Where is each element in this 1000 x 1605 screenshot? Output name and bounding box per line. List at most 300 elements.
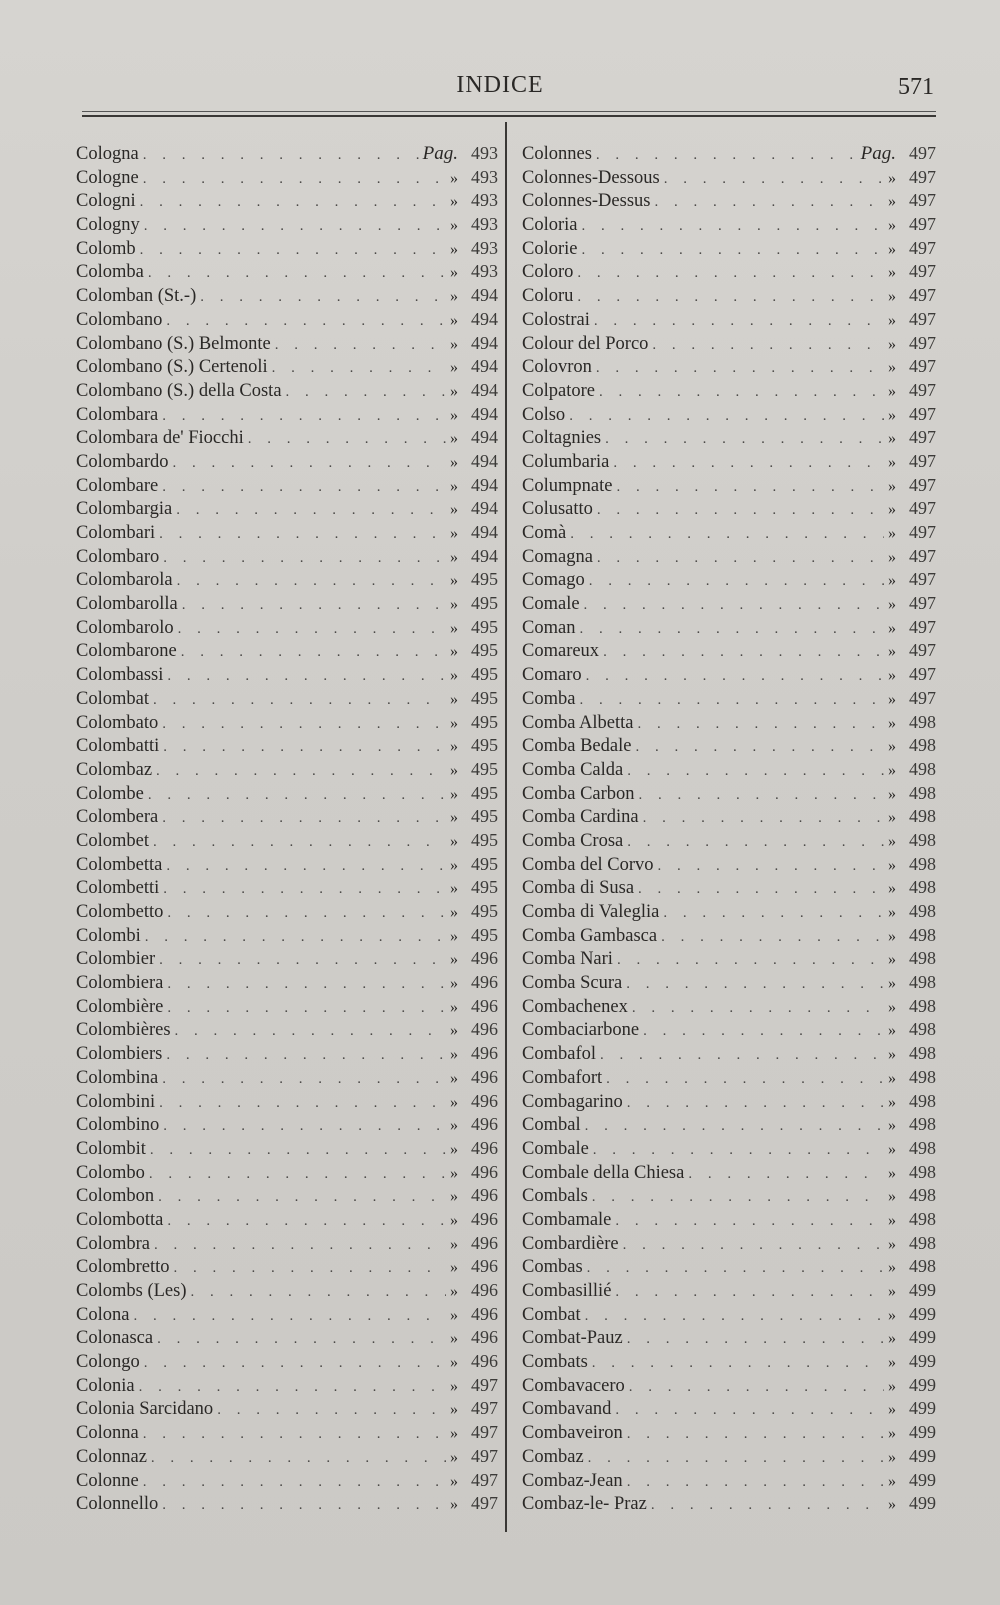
dot-leader <box>182 594 446 618</box>
entry-page-number: 495 <box>471 782 498 803</box>
ditto-mark: » <box>450 1188 458 1206</box>
entry-page-number: 498 <box>909 1137 936 1158</box>
entry-term: Colombarolo <box>76 617 174 638</box>
entry-term: Comba Bedale <box>522 736 632 757</box>
ditto-mark: » <box>450 643 458 661</box>
entry-term: Colombetti <box>76 878 160 899</box>
entry-page-number: 494 <box>471 356 498 377</box>
ditto-mark: » <box>450 596 458 614</box>
dot-leader <box>162 476 446 500</box>
entry-page-number: 499 <box>909 1327 936 1348</box>
entry-term: Colombi <box>76 925 141 946</box>
dot-leader <box>162 713 446 737</box>
entry-term: Comba di Valeglia <box>522 902 660 922</box>
ditto-mark: » <box>450 193 458 211</box>
entry-page-number: 495 <box>471 924 498 945</box>
entry-term: Colombara <box>76 404 159 425</box>
index-entry <box>522 616 936 640</box>
entry-term: Colombaro <box>76 546 160 567</box>
dot-leader <box>145 926 446 950</box>
dot-leader <box>592 1186 884 1210</box>
entry-page-number: 497 <box>471 1469 498 1490</box>
index-entry <box>76 592 498 616</box>
dot-leader <box>569 405 884 429</box>
index-entry <box>522 663 936 687</box>
dot-leader <box>167 997 446 1021</box>
entry-page-number: 496 <box>471 1043 498 1064</box>
entry-page-number: 494 <box>471 498 498 519</box>
index-entry <box>522 639 936 663</box>
index-entry <box>76 829 498 853</box>
entry-page-number: 498 <box>909 1256 936 1277</box>
entry-page-number: 495 <box>471 711 498 732</box>
entry-term: Columpnate <box>522 475 613 496</box>
index-entry <box>76 805 498 829</box>
ditto-mark: » <box>450 1496 458 1514</box>
entry-term: Combardière <box>522 1233 619 1254</box>
entry-page-number: 498 <box>909 1185 936 1206</box>
entry-page-number: 493 <box>471 261 498 282</box>
ditto-mark: » <box>450 264 458 282</box>
index-entry <box>522 1279 936 1303</box>
ditto-mark: » <box>450 406 458 424</box>
index-entry <box>522 1469 936 1493</box>
entry-page-number: 497 <box>909 403 936 424</box>
dot-leader <box>143 1423 446 1447</box>
ditto-mark: » <box>450 667 458 685</box>
ditto-mark: » <box>888 998 896 1016</box>
dot-leader <box>638 713 885 737</box>
entry-term: Colombon <box>76 1186 155 1207</box>
index-entry <box>522 1090 936 1114</box>
ditto-mark: » <box>450 382 458 400</box>
ditto-mark: » <box>450 525 458 542</box>
entry-page-number: 497 <box>909 308 936 329</box>
dot-leader <box>617 949 884 973</box>
ditto-mark: » <box>450 714 458 732</box>
dot-leader <box>623 1234 884 1258</box>
dot-leader <box>181 641 446 665</box>
dot-leader <box>661 926 884 950</box>
entry-page-number: 499 <box>909 1280 936 1300</box>
ditto-mark: » <box>450 951 458 969</box>
entry-page-number: 499 <box>909 1445 936 1466</box>
entry-term: Combaciarbone <box>522 1020 640 1041</box>
index-entry <box>76 355 498 379</box>
ditto-mark: » <box>450 1425 458 1443</box>
ditto-mark: » <box>888 1069 896 1087</box>
entry-page-number: 496 <box>471 1280 498 1300</box>
dot-leader <box>248 428 446 452</box>
entry-page-number: 496 <box>471 948 498 969</box>
ditto-mark: » <box>888 1306 896 1324</box>
index-entry <box>76 1445 498 1469</box>
ditto-mark: » <box>450 1117 458 1135</box>
dot-leader <box>593 1139 884 1163</box>
entry-page-number: 498 <box>909 1114 936 1135</box>
entry-page-number: 498 <box>909 1161 936 1182</box>
entry-term: Colonnes-Dessus <box>522 191 651 212</box>
entry-term: Combat <box>522 1304 581 1325</box>
ditto-mark: » <box>450 1046 458 1064</box>
index-entry <box>522 284 936 308</box>
ditto-mark: » <box>888 643 896 661</box>
index-entry <box>76 616 498 640</box>
entry-term: Colombet <box>76 830 149 851</box>
ditto-mark: » <box>888 880 896 898</box>
entry-term: Colonnes <box>522 144 592 164</box>
entry-page-number: 498 <box>909 877 936 898</box>
dot-leader <box>162 807 446 831</box>
entry-term: Colombarolla <box>76 594 178 615</box>
entry-term: Colour del Porco <box>522 333 649 354</box>
entry-term: Comba Nari <box>522 949 613 970</box>
entry-page-number: 494 <box>471 285 498 306</box>
entry-term: Colombières <box>76 1020 171 1041</box>
dot-leader <box>159 1092 446 1116</box>
entry-term: Colonia <box>76 1375 135 1396</box>
dot-leader <box>167 902 446 926</box>
dot-leader <box>154 1234 446 1258</box>
index-entry <box>522 355 936 379</box>
dot-leader <box>597 547 884 571</box>
index-entry <box>76 1350 498 1374</box>
entry-term: Comba Cardina <box>522 807 639 828</box>
ditto-mark: » <box>450 738 458 756</box>
index-entry <box>76 213 498 237</box>
entry-page-number: 497 <box>909 237 936 258</box>
dot-leader <box>638 878 884 902</box>
dot-leader <box>163 736 446 760</box>
entry-page-number: 496 <box>471 1232 498 1253</box>
entry-page-number: 493 <box>471 237 498 258</box>
entry-page-number: 498 <box>909 1019 936 1040</box>
ditto-mark: » <box>450 430 458 448</box>
index-entry <box>522 521 936 545</box>
dot-leader <box>163 878 446 902</box>
page-label: Pag. <box>422 143 458 164</box>
entry-term: Colombier <box>76 949 156 970</box>
ditto-mark: » <box>888 406 896 424</box>
ditto-mark: » <box>450 1306 458 1324</box>
entry-page-number: 494 <box>471 379 498 400</box>
ditto-mark: » <box>450 477 458 495</box>
entry-page-number: 494 <box>471 522 498 542</box>
index-entry <box>76 947 498 971</box>
ditto-mark: » <box>450 1022 458 1040</box>
dot-leader <box>585 1305 884 1329</box>
entry-page-number: 497 <box>909 545 936 566</box>
entry-term: Comà <box>522 523 567 543</box>
entry-page-number: 498 <box>909 1043 936 1064</box>
dot-leader <box>584 594 884 618</box>
ditto-mark: » <box>888 1140 896 1158</box>
entry-page-number: 496 <box>471 1161 498 1182</box>
dot-leader <box>162 1068 446 1092</box>
dot-leader <box>148 262 446 286</box>
dot-leader <box>140 191 446 215</box>
entry-term: Colpatore <box>522 380 595 401</box>
ditto-mark: » <box>450 1448 458 1466</box>
dot-leader <box>286 381 446 405</box>
ditto-mark: » <box>888 193 896 211</box>
dot-leader <box>272 357 446 381</box>
dot-leader <box>594 310 884 334</box>
index-entry <box>76 734 498 758</box>
entry-term: Colombra <box>76 1233 150 1254</box>
ditto-mark: » <box>888 1022 896 1040</box>
entry-page-number: 495 <box>471 640 498 661</box>
entry-term: Colombato <box>76 712 159 733</box>
entry-term: Colombière <box>76 996 164 1017</box>
index-entry <box>522 1066 936 1090</box>
entry-term: Colombassi <box>76 665 164 686</box>
dot-leader <box>629 1376 884 1400</box>
index-entry <box>76 1137 498 1161</box>
dot-leader <box>597 499 884 523</box>
index-entry <box>76 900 498 924</box>
entry-page-number: 495 <box>471 901 498 921</box>
index-entry <box>522 1397 936 1421</box>
index-entry <box>522 545 936 569</box>
ditto-mark: » <box>888 430 896 448</box>
ditto-mark: » <box>888 1496 896 1514</box>
dot-leader <box>143 144 419 168</box>
dot-leader <box>577 286 884 310</box>
ditto-mark: » <box>888 477 896 495</box>
dot-leader <box>615 1281 884 1305</box>
entry-page-number: 498 <box>909 995 936 1016</box>
page-title: INDICE <box>456 72 544 98</box>
entry-term: Colombs (Les) <box>76 1281 187 1301</box>
index-entry <box>522 1350 936 1374</box>
entry-term: Colomban (St.-) <box>76 286 197 307</box>
index-entry <box>76 758 498 782</box>
index-entry <box>522 805 936 829</box>
entry-term: Comagna <box>522 546 593 567</box>
index-entry <box>76 687 498 711</box>
ditto-mark: » <box>450 1330 458 1348</box>
index-entry <box>522 1018 936 1042</box>
index-column-left <box>76 142 498 1516</box>
dot-leader <box>586 665 884 689</box>
dot-leader <box>162 405 446 429</box>
ditto-mark: » <box>888 359 896 377</box>
entry-page-number: 498 <box>909 806 936 827</box>
entry-term: Colombarola <box>76 570 173 591</box>
ditto-mark: » <box>450 904 458 921</box>
ditto-mark: » <box>450 548 458 566</box>
entry-term: Colombino <box>76 1115 160 1136</box>
dot-leader <box>139 1376 446 1400</box>
entry-page-number: 498 <box>909 972 936 993</box>
dot-leader <box>626 973 884 997</box>
dot-leader <box>632 997 884 1021</box>
index-entry <box>76 426 498 450</box>
entry-term: Combasillié <box>522 1281 612 1301</box>
ditto-mark: » <box>888 1211 896 1229</box>
index-entry <box>76 1279 498 1303</box>
ditto-mark: » <box>450 288 458 306</box>
entry-term: Comba Carbon <box>522 783 635 804</box>
ditto-mark: » <box>450 1401 458 1419</box>
dot-leader <box>582 239 885 263</box>
index-entry <box>522 829 936 853</box>
entry-page-number: 496 <box>471 1208 498 1229</box>
entry-term: Combavacero <box>522 1375 625 1396</box>
dot-leader <box>176 499 446 523</box>
entry-term: Combal <box>522 1115 581 1136</box>
entry-page-number: 497 <box>909 474 936 495</box>
entry-page-number: 495 <box>471 877 498 898</box>
entry-page-number: 494 <box>471 308 498 329</box>
index-entry <box>522 971 936 995</box>
entry-page-number: 496 <box>471 995 498 1016</box>
dot-leader <box>603 641 884 665</box>
index-entry <box>522 876 936 900</box>
entry-term: Colombretto <box>76 1257 170 1278</box>
index-entry <box>522 995 936 1019</box>
entry-page-number: 498 <box>909 1232 936 1253</box>
entry-term: Comareux <box>522 641 600 662</box>
index-entry <box>76 876 498 900</box>
index-entry <box>522 403 936 427</box>
dot-leader <box>639 784 884 808</box>
index-entry <box>522 142 936 166</box>
index-entry <box>522 1421 936 1445</box>
dot-leader <box>178 618 446 642</box>
entry-page-number: 496 <box>471 1090 498 1111</box>
ditto-mark: » <box>888 738 896 756</box>
entry-page-number: 498 <box>909 711 936 732</box>
ditto-mark: » <box>888 501 896 519</box>
entry-term: Comba Albetta <box>522 712 634 733</box>
entry-term: Colonnaz <box>76 1446 147 1467</box>
entry-page-number: 497 <box>909 640 936 661</box>
ditto-mark: » <box>450 359 458 377</box>
entry-page-number: 497 <box>909 166 936 187</box>
entry-page-number: 496 <box>471 1303 498 1324</box>
index-entry <box>76 1255 498 1279</box>
entry-page-number: 497 <box>909 356 936 377</box>
entry-term: Colombo <box>76 1162 145 1183</box>
entry-term: Columbaria <box>522 451 610 472</box>
entry-page-number: 497 <box>909 379 936 400</box>
entry-page-number: 494 <box>471 403 498 424</box>
entry-term: Combafort <box>522 1067 603 1088</box>
entry-page-number: 498 <box>909 782 936 803</box>
entry-page-number: 498 <box>909 924 936 945</box>
dot-leader <box>616 476 884 500</box>
header-rule-thick <box>82 115 936 117</box>
dot-leader <box>200 286 446 310</box>
entry-page-number: 493 <box>471 190 498 211</box>
index-entry <box>76 663 498 687</box>
entry-term: Comba di Susa <box>522 878 635 899</box>
index-entry <box>522 1445 936 1469</box>
entry-term: Combafol <box>522 1044 596 1065</box>
index-entry <box>76 260 498 284</box>
index-entry <box>522 592 936 616</box>
ditto-mark: » <box>450 217 458 235</box>
entry-page-number: 496 <box>471 1137 498 1158</box>
ditto-mark: » <box>450 690 458 708</box>
dot-leader <box>627 1092 884 1116</box>
dot-leader <box>627 760 884 784</box>
index-column-right <box>522 142 936 1516</box>
ditto-mark: » <box>888 217 896 235</box>
ditto-mark: » <box>888 690 896 708</box>
dot-leader <box>167 973 446 997</box>
ditto-mark: » <box>888 856 896 874</box>
dot-leader <box>143 168 446 192</box>
ditto-mark: » <box>450 501 458 519</box>
index-entry <box>522 426 936 450</box>
ditto-mark: » <box>450 1140 458 1158</box>
entry-page-number: 495 <box>471 664 498 685</box>
index-entry <box>76 924 498 948</box>
dot-leader <box>663 902 884 926</box>
entry-term: Combagarino <box>522 1091 623 1112</box>
entry-term: Combas <box>522 1257 583 1278</box>
dot-leader <box>588 1447 884 1471</box>
entry-term: Colombara de' Fiocchi <box>76 428 244 449</box>
entry-page-number: 496 <box>471 1327 498 1348</box>
index-entry <box>522 166 936 190</box>
index-entry <box>76 1374 498 1398</box>
index-entry <box>76 782 498 806</box>
index-entry <box>76 332 498 356</box>
index-entry <box>76 1303 498 1327</box>
entry-page-number: 497 <box>909 427 936 448</box>
index-entry <box>522 450 936 474</box>
index-entry <box>522 924 936 948</box>
entry-term: Comago <box>522 570 585 591</box>
ditto-mark: » <box>888 335 896 353</box>
dot-leader <box>664 168 884 192</box>
index-entry <box>76 971 498 995</box>
ditto-mark: » <box>888 1425 896 1443</box>
index-entry <box>522 1161 936 1185</box>
ditto-mark: » <box>888 453 896 471</box>
entry-term: Coltagnies <box>522 428 602 449</box>
index-entry <box>522 1492 936 1516</box>
ditto-mark: » <box>888 1046 896 1064</box>
dot-leader <box>159 523 446 547</box>
index-entry <box>522 782 936 806</box>
index-entry <box>522 1113 936 1137</box>
entry-term: Comba Gambasca <box>522 925 658 946</box>
dot-leader <box>151 1447 446 1471</box>
entry-term: Colonne <box>76 1470 139 1491</box>
dot-leader <box>148 784 446 808</box>
dot-leader <box>654 191 884 215</box>
dot-leader <box>606 1068 884 1092</box>
entry-page-number: 499 <box>909 1469 936 1490</box>
entry-term: Colorie <box>522 238 578 259</box>
index-entry <box>76 237 498 261</box>
index-entry <box>522 900 936 924</box>
index-entry <box>76 1042 498 1066</box>
index-entry <box>76 497 498 521</box>
ditto-mark: » <box>888 1093 896 1111</box>
index-entry <box>522 332 936 356</box>
entry-page-number: 497 <box>909 261 936 282</box>
entry-term: Comba <box>522 688 576 709</box>
entry-term: Colonasca <box>76 1328 154 1349</box>
entry-page-number: 497 <box>471 1398 498 1419</box>
entry-page-number: 497 <box>909 687 936 708</box>
